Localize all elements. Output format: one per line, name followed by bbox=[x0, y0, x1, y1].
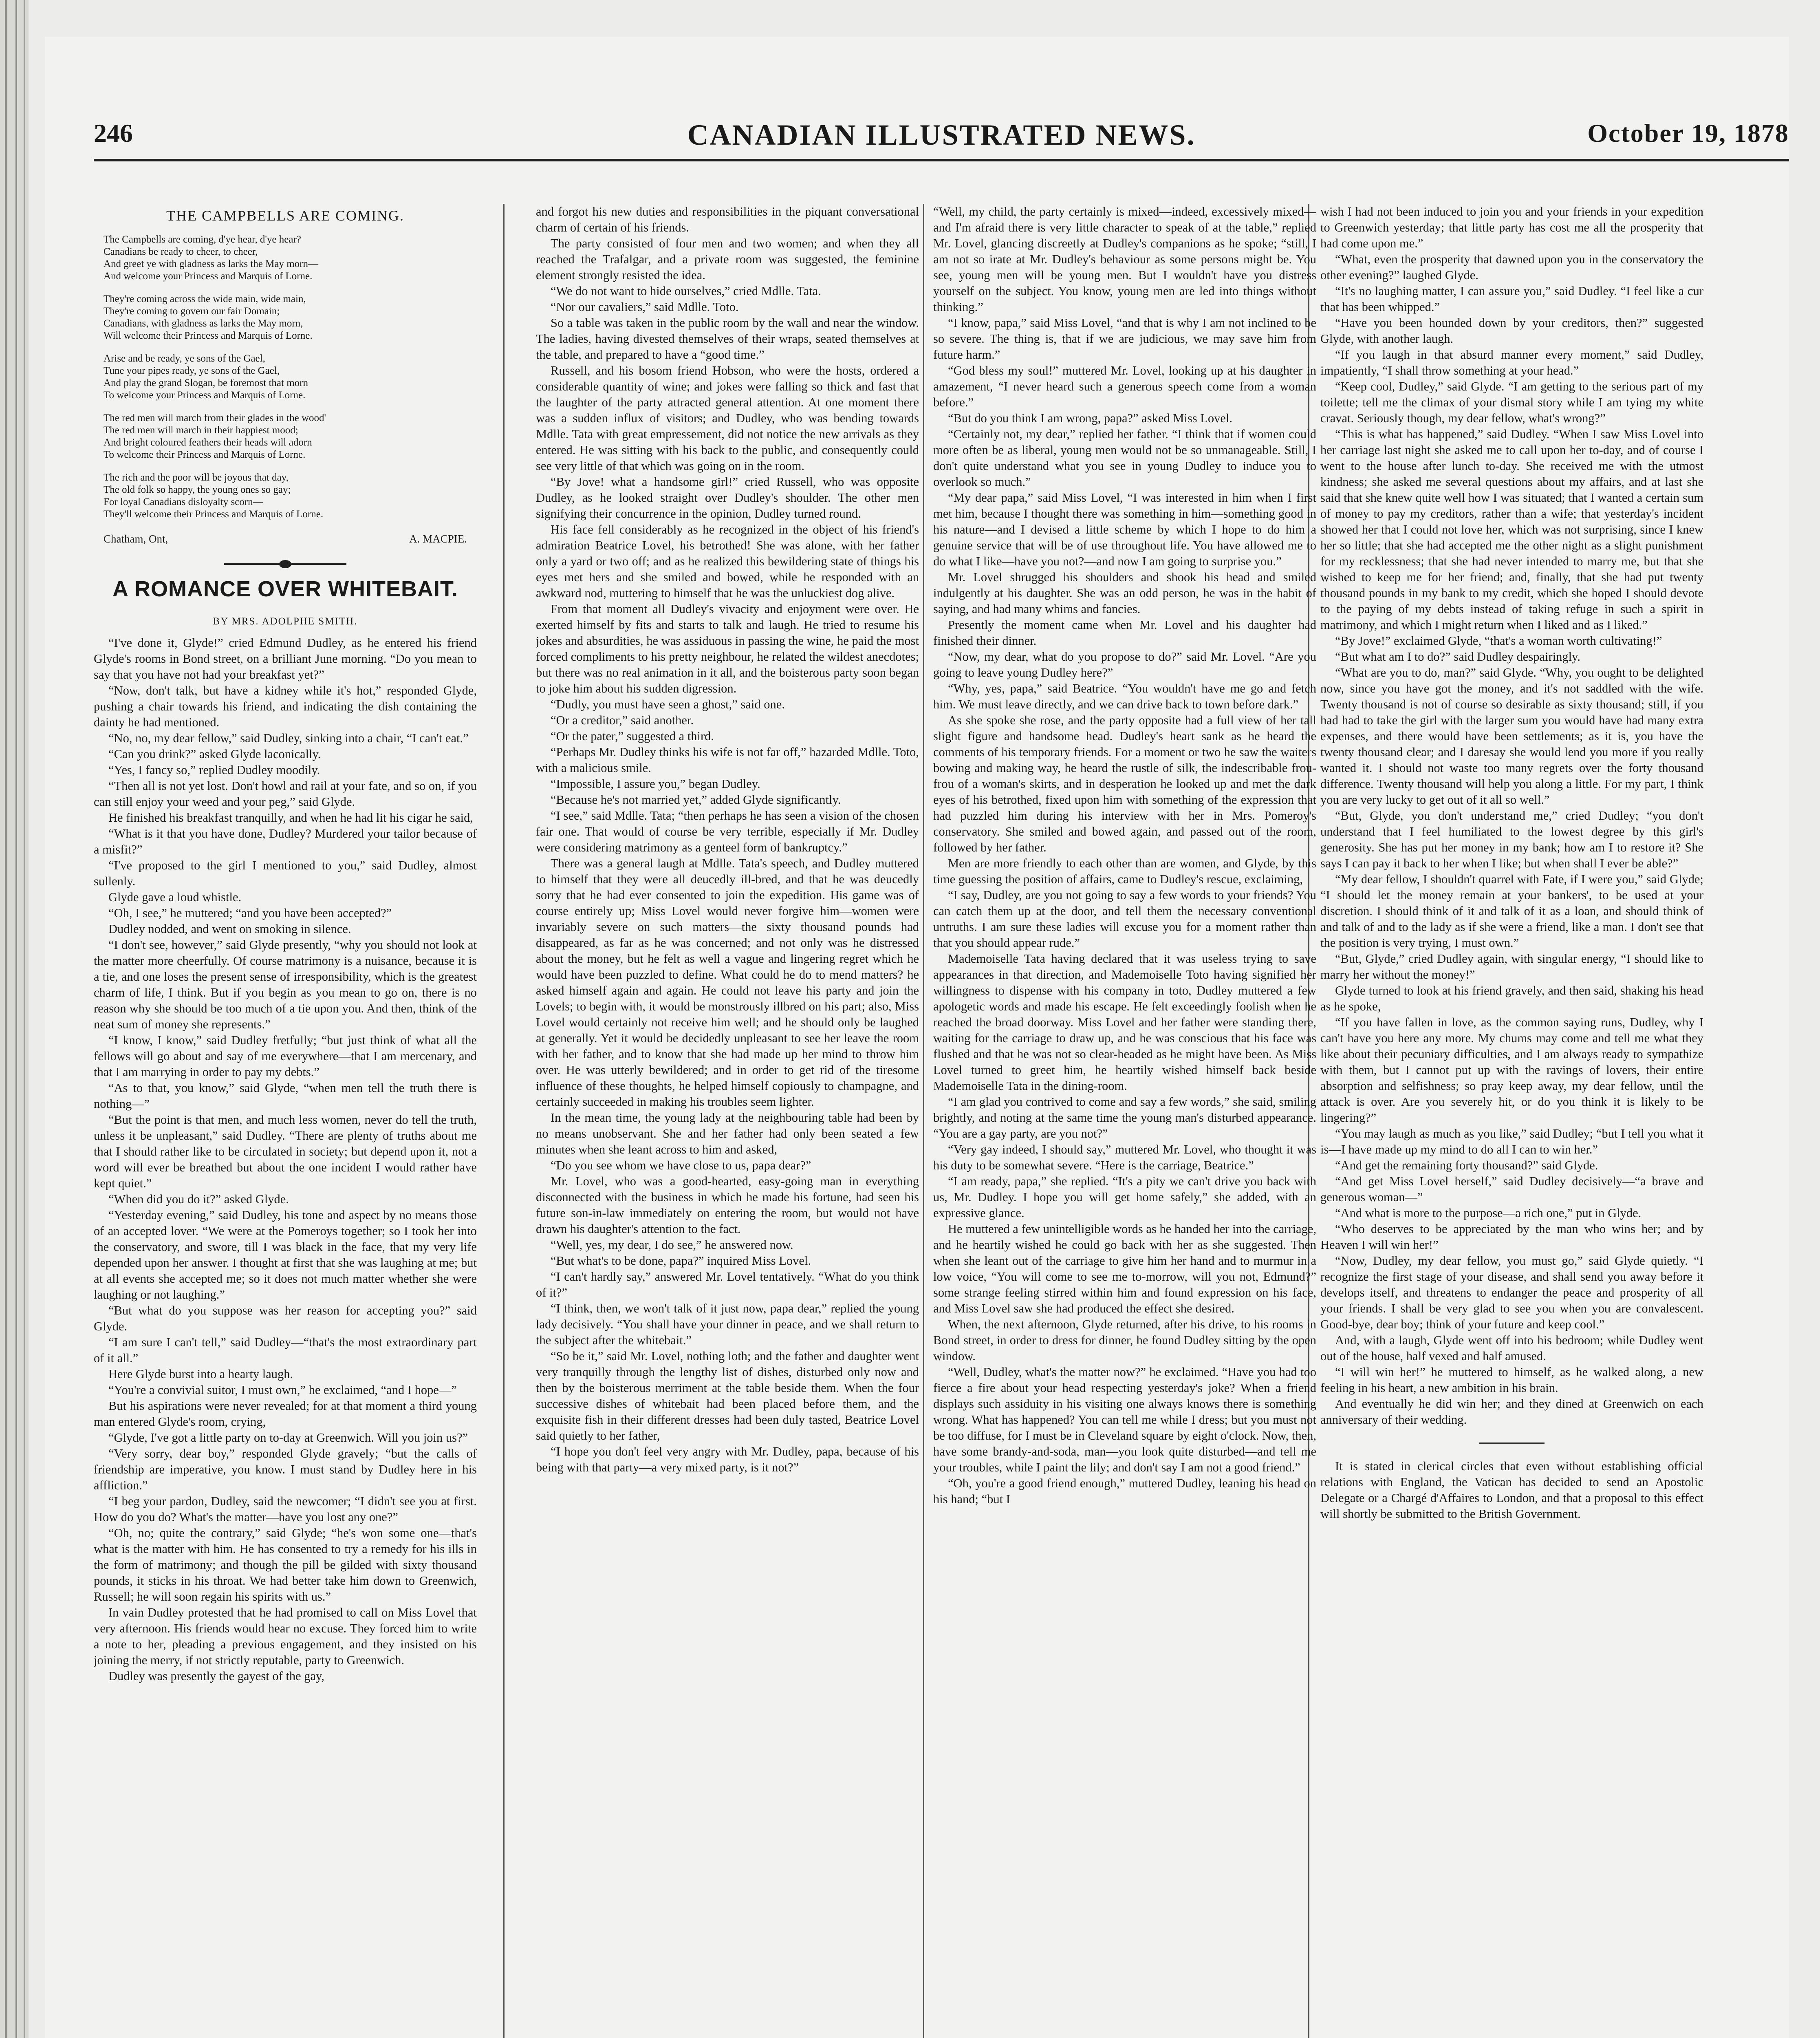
story-paragraph: Mr. Lovel shrugged his shoulders and shook his head and smiled indulgently at his daughter. She was an odd person, he was in the habit of saying, and had many whims and fancies. bbox=[933, 570, 1316, 616]
poem-body bbox=[104, 234, 477, 521]
poem-line: And bright coloured feathers their heads will adorn bbox=[104, 437, 312, 448]
story-byline: BY MRS. ADOLPHE SMITH. bbox=[213, 616, 358, 627]
story-paragraph: “What are you to do, man?” said Glyde. “Why, you ought to be delighted now, since you have got the money, and it's not saddled with the wife. Twenty thousand is not of course so desirable as sixty thousand; still, if you had had to take the girl with the larger sum you would have had many extra expenses, and there would have been settlements; as it is, you have the twenty thousand clear; and I daresay she would lend you more if you really wanted it. I should not waste too many regrets over the forty thousand difference. Twenty thousand will help you along a little. For my part, I think you are very lucky to get out of it all so well.” bbox=[1320, 666, 1703, 807]
story-paragraph: He finished his breakfast tranquilly, and when he had lit his cigar he said, bbox=[108, 811, 473, 825]
story-paragraph: “If you have fallen in love, as the common saying runs, Dudley, why I can't have you here any more. My chums may come and tell me what they like about their pecuniary difficulties, and I am always ready to sympathize with them, but I cannot put up with the ravings of lovers, their entire absorption and selfishness; so pray keep away, my dear fellow, until the attack is over. Are you severely hit, or do you think it is likely to be lingering?” bbox=[1320, 1015, 1703, 1125]
story-paragraph: “I've done it, Glyde!” cried Edmund Dudley, as he entered his friend Glyde's rooms in Bond street, on a brilliant June morning. “Do you mean to say that you have not had your breakfast yet?” bbox=[94, 636, 477, 682]
story-paragraph: “I know, papa,” said Miss Lovel, “and that is why I am not inclined to be so severe. The thing is, that if we are judicious, we may save him from future harm.” bbox=[933, 316, 1316, 362]
story-paragraph: “But what do you suppose was her reason for accepting you?” said Glyde. bbox=[94, 1304, 477, 1333]
story-paragraph: “I see,” said Mdlle. Tata; “then perhaps he has seen a vision of the chosen fair one. That would of course be very terrible, especially if Mr. Dudley were considering matrimony as a genteel form of bankruptcy.” bbox=[536, 809, 919, 854]
story-paragraph: “My dear fellow, I shouldn't quarrel with Fate, if I were you,” said Glyde; “I should let the money remain at your bankers', to be used at your discretion. I should think of it and talk of it as a loan, and should think of and talk of and to the lady as if she were a friend, like a man. I don't see that the position is very trying, I must own.” bbox=[1320, 872, 1703, 950]
poem-line: And play the grand Slogan, be foremost that morn bbox=[104, 377, 308, 388]
story-paragraph: He muttered a few unintelligible words as he handed her into the carriage, and he heartily wished he could go back with her as she suggested. Then when she leant out of the carriage to give him her hand and to murmur in a low voice, “You will come to see me to-morrow, will you not, Edmund?” some strange feeling stirred within him and found expression on his face, and Miss Lovel saw she had produced the effect she desired. bbox=[933, 1222, 1316, 1315]
story-paragraph: “Now, Dudley, my dear fellow, you must go,” said Glyde quietly. “I recognize the first stage of your disease, and shall send you away before it develops itself, and threatens to endanger the peace and prosperity of all your friends. I shall be very glad to see you when you are convalescent. Good-bye, dear boy; think of your future and keep cool.” bbox=[1320, 1254, 1703, 1331]
poem-line: Arise and be ready, ye sons of the Gael, bbox=[104, 353, 265, 364]
story-paragraph: “I've proposed to the girl I mentioned to you,” said Dudley, almost sullenly. bbox=[94, 858, 477, 888]
story-paragraph: His face fell considerably as he recognized in the object of his friend's admiration Beatrice Lovel, his betrothed! She was alone, with her father only a yard or two off; and as he realized this bewildering state of things his eyes met hers and she smiled and bowed, while he responded with an awkward nod, muttering to himself that he was the unluckiest dog alive. bbox=[536, 523, 919, 600]
notice-paragraph: It is stated in clerical circles that even without establishing official relations with England, the Vatican has decided to send an Apostolic Delegate or a Chargé d'Affaires to London, and that a proposal to this effect will shortly be submitted to the British Government. bbox=[1320, 1459, 1703, 1521]
poem-line: The red men will march from their glades in the wood' bbox=[104, 412, 326, 423]
story-paragraph: “Can you drink?” asked Glyde laconically. bbox=[108, 747, 321, 761]
story-title: A ROMANCE OVER WHITEBAIT. bbox=[112, 577, 458, 601]
story-paragraph: “When did you do it?” asked Glyde. bbox=[108, 1192, 289, 1206]
story-paragraph: “By Jove!” exclaimed Glyde, “that's a woman worth cultivating!” bbox=[1335, 634, 1662, 648]
story-paragraph: “We do not want to hide ourselves,” cried Mdlle. Tata. bbox=[551, 284, 821, 298]
binding-rule bbox=[24, 0, 25, 2038]
story-paragraph: “Who deserves to be appreciated by the man who wins her; and by Heaven I will win her!” bbox=[1320, 1222, 1703, 1252]
masthead bbox=[94, 102, 1789, 171]
story-paragraph: “Then all is not yet lost. Don't howl and rail at your fate, and so on, if you can still enjoy your weed and your peg,” said Glyde. bbox=[94, 779, 477, 809]
story-paragraph: “No, no, my dear fellow,” said Dudley, sinking into a chair, “I can't eat.” bbox=[108, 731, 469, 745]
poem-signature bbox=[104, 531, 467, 547]
story-paragraph: “Oh, I see,” he muttered; “and you have been accepted?” bbox=[108, 906, 392, 920]
story-paragraph: “And get Miss Lovel herself,” said Dudley decisively—“a brave and generous woman—” bbox=[1320, 1174, 1703, 1204]
story-paragraph: “What is it that you have done, Dudley? Murdered your tailor because of a misfit?” bbox=[94, 827, 477, 856]
story-paragraph: “Do you see whom we have close to us, papa dear?” bbox=[551, 1158, 811, 1172]
story-paragraph: “And what is more to the purpose—a rich one,” put in Glyde. bbox=[1335, 1206, 1642, 1220]
story-paragraph: “Have you been hounded down by your creditors, then?” suggested Glyde, with another laugh. bbox=[1320, 316, 1703, 346]
poem-line: For loyal Canadians disloyalty scorn— bbox=[104, 496, 263, 507]
story-paragraph: “I think, then, we won't talk of it just now, papa dear,” replied the young lady decisively. “You shall have your dinner in peace, and we shall return to the subject after the whitebait.” bbox=[536, 1301, 919, 1347]
story-paragraph: “Keep cool, Dudley,” said Glyde. “I am getting to the serious part of my toilette; tell me the climax of your dismal story while I am tying my white cravat. Seriously though, my dear fellow, what's wrong?” bbox=[1320, 379, 1703, 425]
story-paragraph: Presently the moment came when Mr. Lovel and his daughter had finished their dinner. bbox=[933, 618, 1316, 648]
story-text bbox=[94, 635, 477, 1684]
story-paragraph: “Because he's not married yet,” added Glyde significantly. bbox=[551, 793, 841, 807]
column-1 bbox=[94, 204, 477, 2038]
story-paragraph: “But do you think I am wrong, papa?” asked Miss Lovel. bbox=[948, 411, 1232, 425]
story-paragraph: “God bless my soul!” muttered Mr. Lovel, looking up at his daughter in amazement, “I never heard such a generous speech come from a woman before.” bbox=[933, 364, 1316, 409]
story-paragraph: So a table was taken in the public room by the wall and near the window. The ladies, having divested themselves of their wraps, seated themselves at the table, and prepared to have a “good time.” bbox=[536, 316, 919, 362]
story-paragraph: “Very sorry, dear boy,” responded Glyde gravely; “but the calls of friendship are imperative, you know. I must stand by Dudley here in his affliction.” bbox=[94, 1447, 477, 1492]
story-paragraph: When, the next afternoon, Glyde returned, after his drive, to his rooms in Bond street, in order to dress for dinner, he found Dudley sitting by the open window. bbox=[933, 1317, 1316, 1363]
poem-line: To welcome their Princess and Marquis of Lorne. bbox=[104, 449, 306, 460]
story-paragraph: “Perhaps Mr. Dudley thinks his wife is not far off,” hazarded Mdlle. Toto, with a malicious smile. bbox=[536, 745, 919, 775]
story-paragraph: “Or the pater,” suggested a third. bbox=[551, 729, 714, 743]
story-paragraph: Here Glyde burst into a hearty laugh. bbox=[108, 1367, 293, 1381]
binding-edge bbox=[0, 0, 29, 2038]
poem-line: Canadians, with gladness as larks the May morn, bbox=[104, 318, 303, 329]
story-paragraph: Glyde turned to look at his friend gravely, and then said, shaking his head as he spoke, bbox=[1320, 984, 1703, 1013]
story-text bbox=[933, 204, 1316, 1507]
story-paragraph: “Now, my dear, what do you propose to do?” said Mr. Lovel. “Are you going to leave young Dudley here?” bbox=[933, 650, 1316, 679]
story-paragraph: “I beg your pardon, Dudley, said the newcomer; “I didn't see you at first. How do you do? What's the matter—have you lost any one?” bbox=[94, 1494, 477, 1524]
column-rule bbox=[923, 204, 924, 2038]
story-paragraph: Russell, and his bosom friend Hobson, who were the hosts, ordered a considerable quantity of wine; and jokes were falling so thick and fast that the laughter of the party attracted general attention. At one moment there was a sudden influx of visitors; and Dudley, who was bending towards Mdlle. Tata with great empressement, did not notice the new arrivals as they entered. He was sitting with his back to the public, and consequently could see very little of that which was going on in the room. bbox=[536, 364, 919, 473]
story-paragraph: “My dear papa,” said Miss Lovel, “I was interested in him when I first met him, because I thought there was something in him—something good in his nature—and I devised a little scheme by which I hope to do him a genuine service that will be of use throughout life. You have allowed me to do what I like—have you not?—and now I am going to surprise you.” bbox=[933, 491, 1316, 568]
poem-line: Will welcome their Princess and Marquis of Lorne. bbox=[104, 330, 313, 341]
story-paragraph: And, with a laugh, Glyde went off into his bedroom; while Dudley went out of the house, half vexed and half amused. bbox=[1320, 1333, 1703, 1363]
poem-line: The old folk so happy, the young ones so gay; bbox=[104, 484, 291, 495]
story-paragraph: “I hope you don't feel very angry with Mr. Dudley, papa, because of his being with that party—a very mixed party, is it not?” bbox=[536, 1445, 919, 1474]
column-4 bbox=[1320, 204, 1703, 2038]
ornament-divider bbox=[224, 559, 346, 569]
story-paragraph: “Yesterday evening,” said Dudley, his tone and aspect by no means those of an accepted lover. “We were at the Pomeroys together; so I took her into the conservatory, and swore, till I was black in the face, that my very life depended upon her answer. I thought at first that she was laughing at me; but at all events she accepted me; so it does not much matter whether she were laughing or not laughing.” bbox=[94, 1208, 477, 1301]
story-paragraph: “I am ready, papa,” she replied. “It's a pity we can't drive you back with us, Mr. Dudley. I hope you will get home safely,” she added, with an expressive glance. bbox=[933, 1174, 1316, 1220]
story-paragraph: In vain Dudley protested that he had promised to call on Miss Lovel that very afternoon. His friends would hear no excuse. They forced him to write a note to her, pleading a previous engagement, and they insisted on his joining the merry, if not strictly reputable, party to Greenwich. bbox=[94, 1606, 477, 1667]
story-paragraph: “Well, my child, the party certainly is mixed—indeed, excessively mixed—and I'm afraid there is very little character to speak of at the table,” replied Mr. Lovel, glancing discreetly at Dudley's companions as he spoke; “still, I am not so irate at Mr. Dudley's behaviour as some persons might be. You see, young men will be young men. But I wouldn't have you distress yourself on the subject. You know, young men are led into things without thinking.” bbox=[933, 205, 1316, 314]
poem-line: The red men will march in their happiest mood; bbox=[104, 425, 298, 436]
story-paragraph: Men are more friendly to each other than are women, and Glyde, by this time guessing the position of affairs, came to Dudley's rescue, exclaiming, bbox=[933, 856, 1316, 886]
story-paragraph: “By Jove! what a handsome girl!” cried Russell, who was opposite Dudley, as he looked straight over Dudley's shoulder. The other men signifying their concurrence in the opinion, Dudley turned round. bbox=[536, 475, 919, 521]
story-paragraph: “Yes, I fancy so,” replied Dudley moodily. bbox=[108, 763, 320, 777]
poem-line: Tune your pipes ready, ye sons of the Gael, bbox=[104, 365, 280, 376]
news-notice bbox=[1320, 1458, 1703, 1522]
publication-title: CANADIAN ILLUSTRATED NEWS. bbox=[687, 119, 1196, 151]
story-text bbox=[536, 204, 919, 1476]
column-3 bbox=[933, 204, 1316, 2038]
section-divider bbox=[1479, 1442, 1545, 1444]
story-paragraph: “But what's to be done, papa?” inquired Miss Lovel. bbox=[551, 1254, 811, 1268]
story-paragraph: “I don't see, however,” said Glyde presently, “why you should not look at the matter more cheerfully. Of course matrimony is a nuisance, because it is a tie, and one loses the present sense of irresponsibility, which is the greatest charm of life, I think. But if you begin as you mean to go on, there is no reason why she should be too much of a tie upon you. And then, think of the neat sum of money she represents.” bbox=[94, 938, 477, 1031]
column-2 bbox=[536, 204, 919, 2038]
story-text bbox=[1320, 204, 1703, 1428]
story-paragraph: “Now, don't talk, but have a kidney while it's hot,” responded Glyde, pushing a chair towards his friend, and indicating the dish containing the dainty he had mentioned. bbox=[94, 684, 477, 729]
story-paragraph: “Why, yes, papa,” said Beatrice. “You wouldn't have me go and fetch him. We must leave directly, and we can drive back to town before dark.” bbox=[933, 682, 1316, 711]
story-paragraph: Dudley nodded, and went on smoking in silence. bbox=[108, 922, 351, 936]
story-paragraph: wish I had not been induced to join you and your friends in your expedition to Greenwich yesterday; that little party has cost me all the prosperity that had come upon me.” bbox=[1320, 205, 1703, 250]
story-paragraph: “Oh, no; quite the contrary,” said Glyde; “he's won some one—that's what is the matter with him. He has consented to try a remedy for his ills in the form of matrimony; and though the pill be gilded with sixty thousand pounds, it sticks in his throat. We had better take him down to Greenwich, Russell; he will soon regain his spirits with us.” bbox=[94, 1526, 477, 1603]
poem-line: They're coming to govern our fair Domain; bbox=[104, 306, 280, 317]
story-paragraph: In the mean time, the young lady at the neighbouring table had been by no means unobservant. She and her father had only been seated a few minutes when she leant across to him and asked, bbox=[536, 1111, 919, 1156]
poem-line: And greet ye with gladness as larks the May morn— bbox=[104, 258, 318, 269]
story-paragraph: But his aspirations were never revealed; for at that moment a third young man entered Glyde's room, crying, bbox=[94, 1399, 477, 1429]
story-paragraph: “This is what has happened,” said Dudley. “When I saw Miss Lovel into her carriage last night she asked me to call upon her to-day, and of course I went to the house after lunch to-day. She received me with the utmost kindness; she asked me several questions about my affairs, and at last she said that she knew quite well how I was situated; that I wanted a certain sum of money to pay my creditors, rather than a wife; that yesterday's incident showed her that I could not love her, which was not surprising, since I knew her so little; that she had accepted me the other night as a slight punishment for my recklessness; that she had never intended to marry me, but that she wished to keep me for her friend; and, finally, that she had put twenty thousand pounds in my bank to my credit, which she hoped I should devote to the paying of my debts instead of taking refuge in such a spirit in matrimony, and which I might return when I liked and as I liked.” bbox=[1320, 427, 1703, 632]
story-paragraph: “Impossible, I assure you,” began Dudley. bbox=[551, 777, 760, 791]
poem-stanza bbox=[104, 293, 477, 342]
poem-place: Chatham, Ont, bbox=[104, 533, 168, 545]
column-rule bbox=[503, 204, 505, 2038]
page-number: 246 bbox=[94, 119, 133, 148]
poem-line: To welcome your Princess and Marquis of Lorne. bbox=[104, 390, 306, 401]
poem-line: They're coming across the wide main, wide main, bbox=[104, 293, 306, 304]
story-paragraph: “Well, yes, my dear, I do see,” he answered now. bbox=[551, 1238, 793, 1252]
story-paragraph: “Very gay indeed, I should say,” muttered Mr. Lovel, who thought it was his duty to be somewhat severe. “Here is the carriage, Beatrice.” bbox=[933, 1143, 1316, 1172]
poem-title: THE CAMPBELLS ARE COMING. bbox=[166, 207, 405, 224]
poem-line: And welcome your Princess and Marquis of Lorne. bbox=[104, 271, 313, 282]
story-paragraph: “I know, I know,” said Dudley fretfully; “but just think of what all the fellows will go about and say of me everywhere—that I am mercenary, and that I am marrying in order to pay my debts.” bbox=[94, 1033, 477, 1079]
poem-line: The Campbells are coming, d'ye hear, d'ye hear? bbox=[104, 234, 301, 245]
story-paragraph: There was a general laugh at Mdlle. Tata's speech, and Dudley muttered to himself that they were all deucedly ill-bred, and that he was deucedly sorry that he had ever consented to join the expedition. His game was of course entirely up; Miss Lovel would never forgive him—women were invariably severe on such matters—the sixty thousand pounds had disappeared, as far as he was concerned; and not only was he distressed about the money, but he felt as well a vague and lingering regret which he would have been puzzled to define. What could he do to mend matters? he asked himself again and again. He could not leave his party and join the Lovels; to begin with, it would be monstrously illbred on his part; also, Miss Lovel would certainly not receive him well; and he should only be laughed at generally. Yet it would be decidedly unpleasant to see her leave the room with her father, and to know that she had made up her mind to throw him over. He was utterly bewildered; and in order to get rid of the tiresome influence of these thoughts, he helped himself copiously to champagne, and certainly succeeded in making his troubles seem lighter. bbox=[536, 856, 919, 1109]
story-paragraph: “I can't hardly say,” answered Mr. Lovel tentatively. “What do you think of it?” bbox=[536, 1270, 919, 1299]
story-paragraph: “But the point is that men, and much less women, never do tell the truth, unless it be unpleasant,” said Dudley. “There are plenty of truths about me that I should rather like to be circulated in society; but depend upon it, not a word will ever be breathed but about the one incident I would rather have kept quiet.” bbox=[94, 1113, 477, 1190]
story-paragraph: “Dudly, you must have seen a ghost,” said one. bbox=[551, 697, 785, 711]
story-paragraph: “You're a convivial suitor, I must own,” he exclaimed, “and I hope—” bbox=[108, 1383, 457, 1397]
masthead-rule bbox=[94, 159, 1789, 161]
story-paragraph: “I say, Dudley, are you not going to say a few words to your friends? You can catch them up at the door, and tell them the necessary conventional untruths. I am sure these ladies will excuse you for a moment rather than that you should appear rude.” bbox=[933, 888, 1316, 950]
story-paragraph: Dudley was presently the gayest of the gay, bbox=[108, 1669, 324, 1683]
story-paragraph: “I am sure I can't tell,” said Dudley—“that's the most extraordinary part of it all.” bbox=[94, 1335, 477, 1365]
story-paragraph: “As to that, you know,” said Glyde, “when men tell the truth there is nothing—” bbox=[94, 1081, 477, 1111]
story-paragraph: Glyde gave a loud whistle. bbox=[108, 890, 242, 904]
poem-line: They'll welcome their Princess and Marquis of Lorne. bbox=[104, 509, 324, 520]
binding-rule bbox=[15, 0, 17, 2038]
poem-line: Canadians be ready to cheer, to cheer, bbox=[104, 246, 258, 257]
story-paragraph: “I am glad you contrived to come and say a few words,” she said, smiling brightly, and noting at the same time the young man's disturbed appearance. “You are a gay party, are you not?” bbox=[933, 1095, 1316, 1140]
story-paragraph: Mademoiselle Tata having declared that it was useless trying to save appearances in that direction, and Mademoiselle Toto having signified her willingness to dispense with his company in toto, Dudley muttered a few apologetic words and made his escape. He felt exceedingly foolish when he reached the broad doorway. Miss Lovel and her father were standing there, waiting for the carriage to draw up, and he was conscious that his face was flushed and that he was not so clear-headed as he might have been. As Miss Lovel turned to greet him, he heartily wished himself back beside Mademoiselle Tata in the dining-room. bbox=[933, 952, 1316, 1093]
issue-date: October 19, 1878 bbox=[1587, 119, 1789, 148]
story-paragraph: “Certainly not, my dear,” replied her father. “I think that if women could more often be as liberal, young men would not be so unmanageable. Still, I don't quite understand what you see in young Dudley to induce you to overlook so much.” bbox=[933, 427, 1316, 489]
story-paragraph: “But, Glyde, you don't understand me,” cried Dudley; “you don't understand that I feel humiliated to the lowest degree by this girl's generosity. She has put her money in my bank; how am I to restore it? She says I can pay it back to her when I like; but when shall I ever be able?” bbox=[1320, 809, 1703, 870]
story-paragraph: Mr. Lovel, who was a good-hearted, easy-going man in everything disconnected with the business in which he made his fortune, had seen his future son-in-law immediately on entering the room, but would not have drawn his daughter's attention to the fact. bbox=[536, 1174, 919, 1236]
story-paragraph: “What, even the prosperity that dawned upon you in the conservatory the other evening?” laughed Glyde. bbox=[1320, 252, 1703, 282]
story-paragraph: “Nor our cavaliers,” said Mdlle. Toto. bbox=[551, 300, 739, 314]
binding-rule bbox=[5, 0, 7, 2038]
poem-stanza bbox=[104, 472, 477, 521]
story-paragraph: “So be it,” said Mr. Lovel, nothing loth; and the father and daughter went very tranquilly through the lengthy list of dishes, disturbed only now and then by the boisterous merriment at the table beside them. When the four successive dishes of whitebait had been placed before them, and the exquisite fish in their different dresses had been duly tasted, Beatrice Lovel said quietly to her father, bbox=[536, 1349, 919, 1442]
story-paragraph: “You may laugh as much as you like,” said Dudley; “but I tell you what it is—I have made up my mind to do all I can to win her.” bbox=[1320, 1127, 1703, 1156]
story-paragraph: “Or a creditor,” said another. bbox=[551, 713, 694, 727]
story-paragraph: “But, Glyde,” cried Dudley again, with singular energy, “I should like to marry her without the money!” bbox=[1320, 952, 1703, 982]
story-paragraph: “But what am I to do?” said Dudley despairingly. bbox=[1335, 650, 1580, 664]
poem-line: The rich and the poor will be joyous that day, bbox=[104, 472, 289, 483]
story-paragraph: “Glyde, I've got a little party on to-day at Greenwich. Will you join us?” bbox=[108, 1431, 468, 1445]
story-paragraph: The party consisted of four men and two women; and when they all reached the Trafalgar, and a private room was suggested, the feminine element strongly resisted the idea. bbox=[536, 236, 919, 282]
poem-stanza bbox=[104, 234, 477, 282]
story-paragraph: “If you laugh in that absurd manner every moment,” said Dudley, impatiently, “I shall throw something at your head.” bbox=[1320, 348, 1703, 377]
story-paragraph: “And get the remaining forty thousand?” said Glyde. bbox=[1335, 1158, 1598, 1172]
story-paragraph: “Well, Dudley, what's the matter now?” he exclaimed. “Have you had too fierce a fire about your head respecting yesterday's joke? When a friend displays such assiduity in his visiting one always knows there is something wrong. What has happened? You can tell me while I dress; but you must not be too diffuse, for I must be in Cleveland square by eight o'clock. Now, then, have some brandy-and-soda, man—you look quite disturbed—and tell me your troubles, while I paint the lily; and don't say I am not a good friend.” bbox=[933, 1365, 1316, 1474]
poem-stanza bbox=[104, 412, 477, 461]
story-paragraph: From that moment all Dudley's vivacity and enjoyment were over. He exerted himself by fits and starts to talk and laugh. He tried to resume his jokes and absurdities, he was assiduous in passing the wine, he paid the most forced compliments to his pretty neighbour, he related the wildest anecdotes; but there was no real animation in it all, and the boisterous party soon began to joke him about his sudden digression. bbox=[536, 602, 919, 695]
story-paragraph: “Oh, you're a good friend enough,” muttered Dudley, leaning his head on his hand; “but I bbox=[933, 1476, 1316, 1506]
poem-stanza bbox=[104, 353, 477, 401]
story-paragraph: “I will win her!” he muttered to himself, as he walked along, a new feeling in his heart, a new ambition in his brain. bbox=[1320, 1365, 1703, 1395]
poem-author: A. MACPIE. bbox=[409, 533, 467, 545]
story-paragraph: As she spoke she rose, and the party opposite had a full view of her tall slight figure and handsome head. Dudley's heart sank as he heard the comments of his temporary friends. For a moment or two he saw the waiters bowing and making way, he heard the rustle of silk, the indescribable frou-frou of a woman's skirts, and in desperation he looked up and met the dark eyes of his betrothed, fixed upon him with something of the expression that had puzzled him during his interview with her in Mrs. Pomeroy's conservatory. She smiled and bowed again, and passed out of the room, followed by her father. bbox=[933, 713, 1316, 854]
story-paragraph: And eventually he did win her; and they dined at Greenwich on each anniversary of their wedding. bbox=[1320, 1397, 1703, 1427]
story-paragraph: and forgot his new duties and responsibilities in the piquant conversational charm of certain of his friends. bbox=[536, 205, 919, 234]
story-paragraph: “It's no laughing matter, I can assure you,” said Dudley. “I feel like a cur that has been whipped.” bbox=[1320, 284, 1703, 314]
